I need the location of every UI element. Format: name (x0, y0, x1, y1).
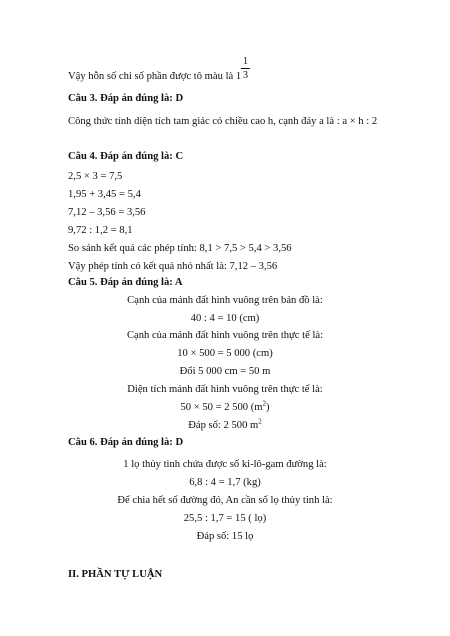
section-title: II. PHẦN TỰ LUẬN (68, 569, 163, 580)
fraction-numerator: 1 (243, 56, 248, 67)
q4-line: 7,12 – 3,56 = 3,56 (68, 207, 146, 218)
q5-line: 10 × 500 = 5 000 (cm) (177, 348, 273, 359)
mixed-number-fraction (241, 56, 250, 81)
q4-comparison: So sánh kết quả các phép tính: 8,1 > 7,5 > 5,4 > 3,56 (68, 243, 292, 254)
q6-line: 6,8 : 4 = 1,7 (kg) (189, 477, 261, 488)
q4-conclusion: Vậy phép tính có kết quả nhỏ nhất là: 7,12 – 3,56 (68, 261, 278, 272)
q6-heading: Câu 6. Đáp án đúng là: D (68, 437, 184, 448)
q4-heading: Câu 4. Đáp án đúng là: C (68, 151, 184, 162)
q4-line: 9,72 : 1,2 = 8,1 (68, 225, 133, 236)
q5-answer: Đáp số: 2 500 $m^2$ (188, 417, 262, 431)
q5-line: Đổi 5 000 cm = 50 m (179, 366, 271, 377)
q3-formula: Công thức tính diện tích tam giác có chiều cao h, cạnh đáy a là : a × h : 2 (68, 116, 378, 127)
intro-text: Vậy hỗn số chỉ số phần được tô màu là 1 (68, 71, 242, 82)
q5-area-calc: 50 × 50 = 2 500 $(m^2)$ (180, 399, 270, 413)
fraction-denominator: 3 (243, 70, 248, 81)
q3-heading: Câu 3. Đáp án đúng là: D (68, 93, 184, 104)
q6-line: Để chia hết số đường đó, An cần số lọ thủy tinh là: (117, 495, 333, 506)
q6-line: 25,5 : 1,7 = 15 ( lọ) (183, 513, 267, 524)
fraction-bar (241, 68, 250, 69)
q6-line: 1 lọ thủy tinh chứa được số ki-lô-gam đường là: (123, 459, 327, 470)
q5-line: 40 : 4 = 10 (cm) (190, 313, 260, 324)
q5-line: Diện tích mảnh đất hình vuông trên thực tế là: (127, 384, 323, 395)
q5-line: Cạnh của mảnh đất hình vuông trên bản đồ là: (127, 295, 323, 306)
q5-line: Cạnh của mảnh đất hình vuông trên thực tế là: (126, 330, 324, 341)
q4-line: 2,5 × 3 = 7,5 (68, 171, 123, 182)
q5-heading: Câu 5. Đáp án đúng là: A (68, 277, 183, 288)
q4-line: 1,95 + 3,45 = 5,4 (68, 189, 141, 200)
q6-answer: Đáp số: 15 lọ (196, 531, 254, 542)
